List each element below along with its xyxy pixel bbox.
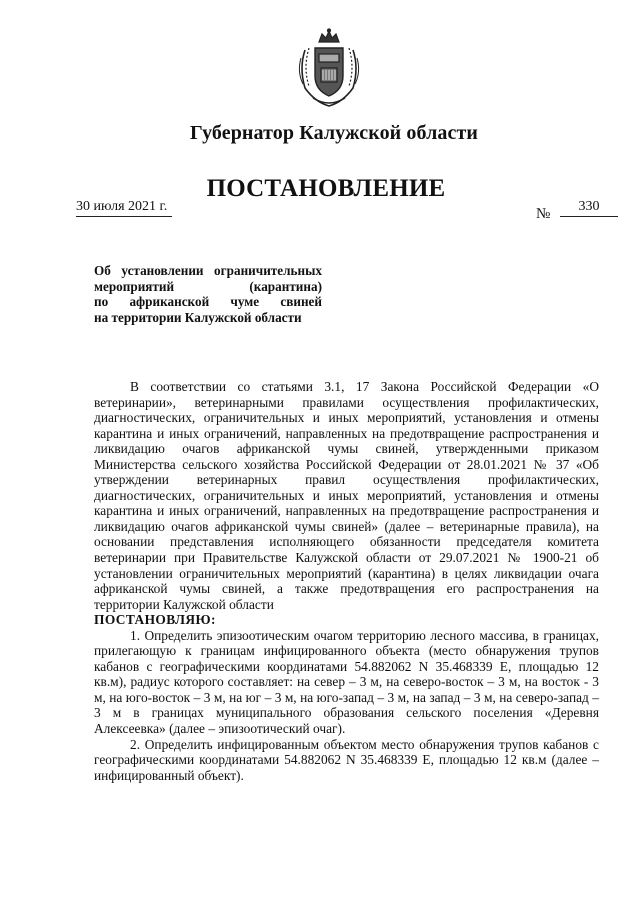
subject-line: на территории Калужской области (94, 309, 302, 325)
document-body (94, 379, 599, 783)
preamble-paragraph: В соответствии со статьями 3.1, 17 Закона Российской Федерации «О ветеринарии», ветеринарными правилами осуществления профилактических, диагностических, ограничительных и иных мероприятий, установления и отмены карантина и иных ограничений, направленных на предотвращение распространения и ликвидацию очагов африканской чумы свиней, утвержденными приказом Министерства сельского хозяйства Российской Федерации от 28.01.2021 № 37 «Об утверждении ветеринарных правил осуществления профилактических, диагностических, ограничительных и иных мероприятий, установления и отмены карантина и иных ограничений, направленных на предотвращение распространения и ликвидацию очагов африканской чумы свиней» (далее – ветеринарные правила), на основании представления исполняющего обязанности председателя комитета ветеринарии при Правительстве Калужской области от 29.07.2021 № 1900-21 об установлении ограничительных мероприятий (карантина) в целях ликвидации очага африканской чумы свиней, а также предотвращения его распространения на территории Калужской области (94, 379, 599, 612)
document-date: 30 июля 2021 г. (76, 199, 172, 217)
clause-1: 1. Определить эпизоотическим очагом территорию лесного массива, в границах, прилегающую к границам инфицированного объекта (место обнаружения трупов кабанов с географическими координатами 54.882062 N 35.468339 E, площадью 12 кв.м), радиус которого составляет: на север – 3 м, на северо-восток – 3 м, на восток - 3 м, на юго-восток – 3 м, на юг – 3 м, на юго-запад – 3 м, на запад – 3 м, на северо-запад – 3 м в границах муниципального образования сельского поселения «Деревня Алексеевка» (далее – эпизоотический очаг). (94, 627, 599, 737)
subject-line: Об установлении ограничительных (94, 263, 322, 278)
clause-2: 2. Определить инфицированным объектом место обнаружения трупов кабанов с географическими координатами 54.882062 N 35.468339 E, площадью 12 кв.м (далее – инфицированный объект). (94, 736, 599, 783)
authority-title: Губернатор Калужской области (190, 122, 479, 144)
resolve-heading: ПОСТАНОВЛЯЮ: (94, 612, 216, 628)
subject-line: по африканской чуме свиней (94, 294, 322, 310)
document-type: ПОСТАНОВЛЕНИЕ (206, 175, 446, 202)
document-subject (94, 263, 322, 325)
kaluga-coat-of-arms-icon (295, 28, 363, 108)
document-number: 330 (560, 199, 618, 217)
subject-line: мероприятий (карантина) (94, 278, 322, 294)
document-number-label: № (536, 206, 551, 222)
